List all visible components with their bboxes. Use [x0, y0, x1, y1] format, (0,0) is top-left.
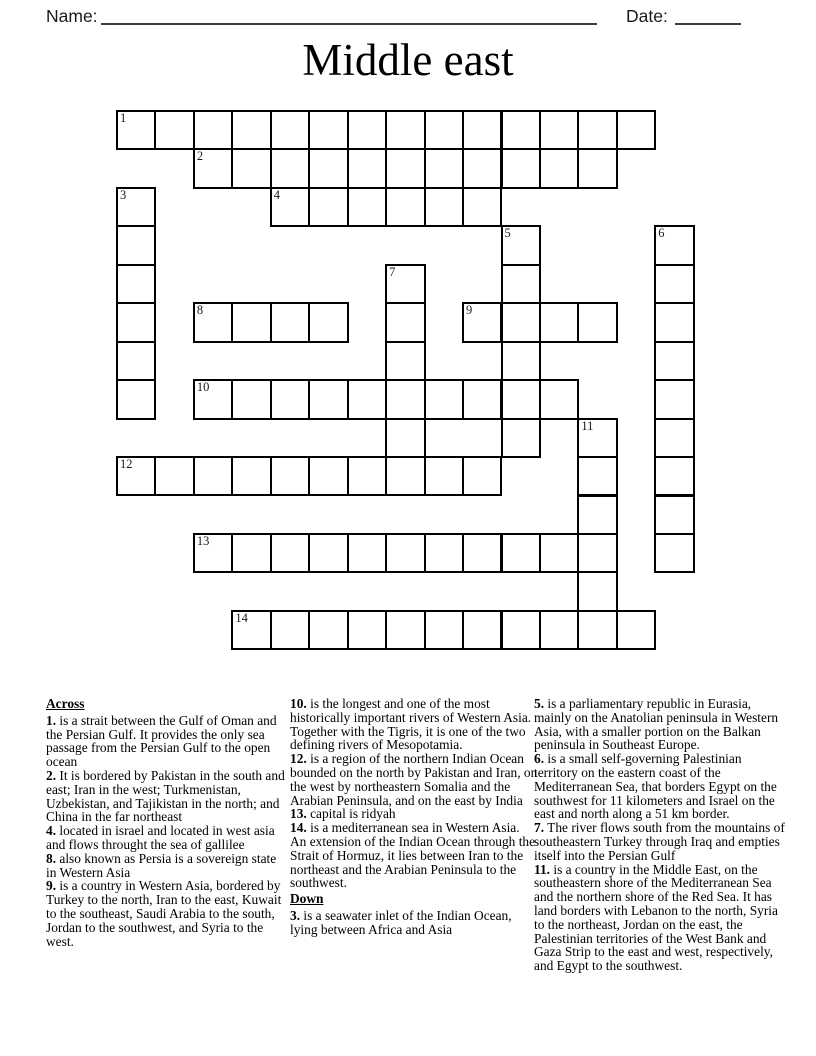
grid-cell[interactable] — [231, 302, 271, 342]
grid-cell[interactable] — [270, 110, 310, 150]
clue-down-7: 7. The river flows south from the mountains of southeastern Turkey through Iraq and empties itself into the Persian Gulf — [534, 820, 785, 863]
grid-cell[interactable] — [308, 610, 348, 650]
grid-cell[interactable] — [116, 110, 156, 150]
grid-cell[interactable] — [462, 110, 502, 150]
grid-cell[interactable] — [193, 148, 233, 188]
grid-cell[interactable] — [654, 533, 694, 573]
grid-cell[interactable] — [347, 533, 387, 573]
grid-cell[interactable] — [385, 533, 425, 573]
grid-cell[interactable] — [193, 302, 233, 342]
clue-column-1 — [46, 697, 286, 948]
clue-across-13: 13. capital is ridyah — [290, 806, 396, 822]
cell-number: 13 — [196, 533, 210, 548]
grid-cell[interactable] — [270, 456, 310, 496]
grid-cell[interactable] — [462, 533, 502, 573]
grid-cell[interactable] — [539, 110, 579, 150]
clue-down-11: 11. is a country in the Middle East, on the southeastern shore of the Mediterranean Sea and the northern shore of the Red Sea. It has land borders with Lebanon to the north, Syria to the northeast, Jordan on the east, the Palestinian territories of the West Bank and Gaza Strip to the east and west, respectively, and Egypt to the southwest. — [534, 861, 778, 974]
grid-cell[interactable] — [308, 379, 348, 419]
grid-cell[interactable] — [462, 379, 502, 419]
grid-cell[interactable] — [462, 187, 502, 227]
grid-cell[interactable] — [193, 379, 233, 419]
grid-cell[interactable] — [347, 110, 387, 150]
grid-cell[interactable] — [193, 456, 233, 496]
clue-down-3: 3. is a seawater inlet of the Indian Ocean, lying between Africa and Asia — [290, 907, 512, 937]
grid-cell[interactable] — [501, 110, 541, 150]
clue-across-14: 14. is a mediterranean sea in Western Asia. An extension of the Indian Ocean through the Strait of Hormuz, it lies between Iran to the northeast and the Arabian Peninsula to the southwest. — [290, 820, 536, 891]
clue-down-6: 6. is a small self-governing Palestinian territory on the eastern coast of the Mediterranean Sea, that borders Egypt on the southwest for 11 kilometers and Israel on the east and north along a 51 km border. — [534, 751, 777, 822]
grid-cell[interactable] — [577, 495, 617, 535]
cell-number: 14 — [235, 610, 248, 625]
cell-number: 10 — [196, 380, 210, 395]
cell-number: 8 — [196, 303, 204, 318]
clue-across-2: 2. It is bordered by Pakistan in the south and east; Iran in the west; Turkmenistan, Uzbekistan, and Tajikistan in the north; and China in the far northeast — [46, 767, 285, 825]
cell-number: 3 — [120, 187, 127, 202]
grid-cell[interactable] — [654, 418, 694, 458]
grid-cell[interactable] — [577, 302, 617, 342]
grid-cell[interactable] — [501, 533, 541, 573]
cell-number: 5 — [504, 226, 511, 241]
grid-cell[interactable] — [385, 379, 425, 419]
grid-cell[interactable] — [308, 110, 348, 150]
grid-cell[interactable] — [270, 302, 310, 342]
grid-cell[interactable] — [577, 533, 617, 573]
clue-column-3 — [534, 697, 786, 973]
grid-cell[interactable] — [501, 341, 541, 381]
grid-cell[interactable] — [501, 379, 541, 419]
grid-cell[interactable] — [654, 302, 694, 342]
grid-cell[interactable] — [501, 148, 541, 188]
across-heading: Across — [46, 696, 85, 711]
grid-cell[interactable] — [424, 610, 464, 650]
grid-cell[interactable] — [654, 379, 694, 419]
grid-cell[interactable] — [116, 264, 156, 304]
grid-cell[interactable] — [270, 187, 310, 227]
grid-cell[interactable] — [308, 456, 348, 496]
grid-cell[interactable] — [116, 302, 156, 342]
grid-cell[interactable] — [154, 456, 194, 496]
grid-cell[interactable] — [462, 148, 502, 188]
grid-cell[interactable] — [116, 225, 156, 265]
cell-number: 9 — [466, 303, 473, 318]
grid-cell[interactable] — [616, 610, 656, 650]
grid-cell[interactable] — [231, 379, 271, 419]
grid-cell[interactable] — [539, 148, 579, 188]
grid-cell[interactable] — [385, 341, 425, 381]
grid-cell[interactable] — [116, 341, 156, 381]
grid-cell[interactable] — [116, 456, 156, 496]
grid-cell[interactable] — [347, 379, 387, 419]
grid-cell[interactable] — [462, 610, 502, 650]
grid-cell[interactable] — [385, 110, 425, 150]
grid-cell[interactable] — [347, 187, 387, 227]
grid-cell[interactable] — [539, 379, 579, 419]
clue-across-4: 4. located in israel and located in west asia and flows throught the sea of gallilee — [46, 823, 275, 852]
grid-cell[interactable] — [654, 225, 694, 265]
grid-cell[interactable] — [577, 456, 617, 496]
grid-cell[interactable] — [270, 148, 310, 188]
grid-cell[interactable] — [654, 456, 694, 496]
clue-column-2 — [290, 697, 538, 937]
grid-cell[interactable] — [501, 264, 541, 304]
grid-cell[interactable] — [231, 148, 271, 188]
clue-across-9: 9. is a country in Western Asia, bordered by Turkey to the north, Iran to the east, Kuwait to the southeast, Saudi Arabia to the south, Jordan to the southwest, and Syria to the west. — [46, 878, 282, 949]
grid-cell[interactable] — [424, 533, 464, 573]
grid-cell[interactable] — [654, 341, 694, 381]
grid-cell[interactable] — [577, 418, 617, 458]
name-label: Name: — [46, 6, 98, 26]
grid-cell[interactable] — [654, 264, 694, 304]
grid-cell[interactable] — [231, 456, 271, 496]
grid-cell[interactable] — [577, 610, 617, 650]
clue-across-1: 1. is a strait between the Gulf of Oman and the Persian Gulf. It provides the only sea passage from the Persian Gulf to the open ocean — [46, 712, 277, 770]
grid-cell[interactable] — [347, 610, 387, 650]
grid-cell[interactable] — [385, 418, 425, 458]
grid-cell[interactable] — [347, 456, 387, 496]
grid-cell[interactable] — [424, 379, 464, 419]
grid-cell[interactable] — [154, 110, 194, 150]
grid-cell[interactable] — [385, 264, 425, 304]
grid-cell[interactable] — [308, 187, 348, 227]
grid-cell[interactable] — [539, 610, 579, 650]
grid-cell[interactable] — [539, 302, 579, 342]
grid-cell[interactable] — [385, 456, 425, 496]
grid-cell[interactable] — [308, 302, 348, 342]
grid-cell[interactable] — [424, 110, 464, 150]
page-title: Middle east — [302, 35, 514, 85]
grid-cell[interactable] — [270, 610, 310, 650]
grid-cell[interactable] — [501, 610, 541, 650]
grid-cell[interactable] — [501, 302, 541, 342]
grid-cell[interactable] — [424, 148, 464, 188]
clue-across-10: 10. is the longest and one of the most historically important rivers of Western Asia. Together with the Tigris, it is one of the two defining rivers of Mesopotamia. — [290, 696, 532, 753]
grid-cell[interactable] — [193, 110, 233, 150]
grid-cell[interactable] — [462, 302, 502, 342]
cell-number: 1 — [120, 111, 127, 125]
grid-cell[interactable] — [116, 187, 156, 227]
clue-down-5: 5. is a parliamentary republic in Eurasia, mainly on the Anatolian peninsula in Western Asia, with a smaller portion on the Balkan peninsula in Southeast Europe. — [534, 696, 779, 753]
grid-cell[interactable] — [270, 533, 310, 573]
grid-cell[interactable] — [270, 379, 310, 419]
grid-cell[interactable] — [462, 456, 502, 496]
grid-cell[interactable] — [501, 225, 541, 265]
grid-cell[interactable] — [539, 533, 579, 573]
down-heading: Down — [290, 891, 324, 907]
grid-cell[interactable] — [501, 418, 541, 458]
clue-across-8: 8. also known as Persia is a sovereign state in Western Asia — [46, 850, 277, 880]
grid-cell[interactable] — [385, 610, 425, 650]
grid-cell[interactable] — [424, 456, 464, 496]
grid-cell[interactable] — [654, 495, 694, 535]
cell-number: 4 — [273, 187, 281, 202]
grid-cell[interactable] — [577, 571, 617, 611]
date-label: Date: — [626, 6, 668, 26]
grid-cell[interactable] — [231, 110, 271, 150]
cell-number: 12 — [120, 457, 133, 472]
cell-number: 7 — [389, 264, 396, 279]
grid-cell[interactable] — [424, 187, 464, 227]
grid-cell[interactable] — [577, 148, 617, 188]
grid-cell[interactable] — [385, 187, 425, 227]
grid-cell[interactable] — [308, 533, 348, 573]
cell-number: 2 — [196, 149, 204, 164]
grid-cell[interactable] — [231, 610, 271, 650]
cell-number: 6 — [658, 226, 665, 241]
grid-cell[interactable] — [385, 148, 425, 188]
grid-cell[interactable] — [231, 533, 271, 573]
cell-number: 11 — [581, 418, 594, 433]
grid-cell[interactable] — [347, 148, 387, 188]
grid-cell[interactable] — [116, 379, 156, 419]
grid-cell[interactable] — [385, 302, 425, 342]
grid-cell[interactable] — [616, 110, 656, 150]
grid-cell[interactable] — [308, 148, 348, 188]
clue-across-12: 12. is a region of the northern Indian Ocean bounded on the north by Pakistan and Iran, on the west by northeastern Somalia and the Arabian Peninsula, and on the east by India — [290, 751, 538, 808]
grid-cell[interactable] — [577, 110, 617, 150]
grid-cell[interactable] — [193, 533, 233, 573]
